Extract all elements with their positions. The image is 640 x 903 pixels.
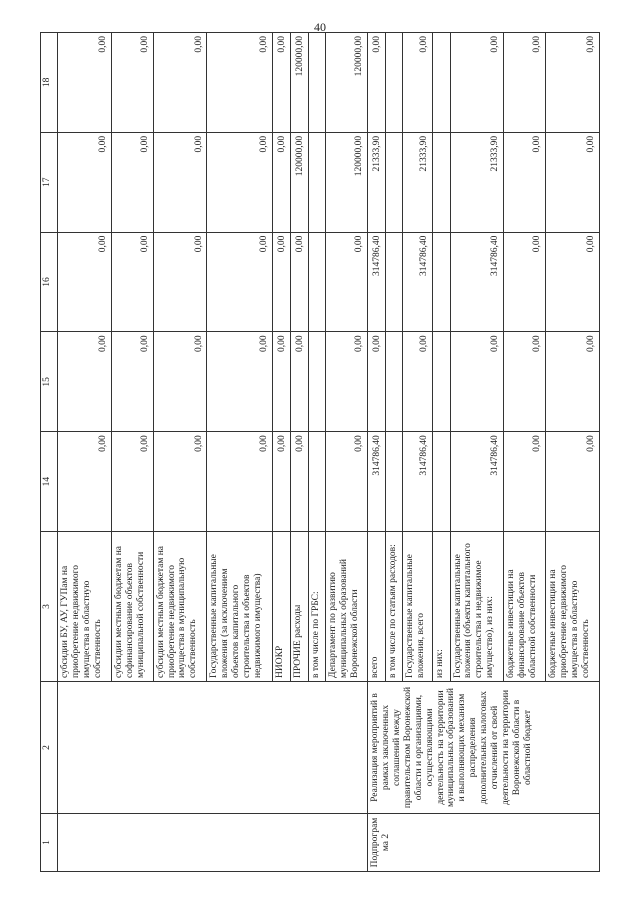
value-cell-18: 0,00 xyxy=(111,32,153,132)
value-cell-14: 0,00 xyxy=(207,431,273,531)
row-label: бюджетные инвестиции на финансирование объектов областной собственности xyxy=(504,531,546,681)
value-cell-15: 0,00 xyxy=(273,331,291,431)
value-cell-14: 0,00 xyxy=(326,431,368,531)
value-cell-17: 120000,00 xyxy=(290,132,308,232)
value-cell-17: 0,00 xyxy=(153,132,207,232)
header-cell-16: 16 xyxy=(41,232,58,332)
value-cell-17: 21333,90 xyxy=(450,132,504,232)
value-cell-16: 314786,40 xyxy=(403,232,433,332)
budget-table xyxy=(40,32,600,872)
header-cell-14: 14 xyxy=(41,431,58,531)
value-cell-14: 0,00 xyxy=(153,431,207,531)
value-cell-17: 0,00 xyxy=(504,132,546,232)
header-cell-15: 15 xyxy=(41,331,58,431)
value-cell-14: 0,00 xyxy=(546,431,600,531)
value-cell-16: 314786,40 xyxy=(450,232,504,332)
value-cell-15: 0,00 xyxy=(326,331,368,431)
value-cell-18: 0,00 xyxy=(368,32,386,132)
value-cell-18: 0,00 xyxy=(450,32,504,132)
header-cell-2: 2 xyxy=(41,681,58,813)
value-cell-15: 0,00 xyxy=(58,331,112,431)
row-label: бюджетные инвестиции на приобретение недвижимого имущества в областную собственность xyxy=(546,531,600,681)
row-label: всего xyxy=(368,531,386,681)
value-cell-18: 120000,00 xyxy=(290,32,308,132)
row-label: Государственные капитальные вложения, всего xyxy=(403,531,433,681)
value-cell-16: 0,00 xyxy=(273,232,291,332)
row-cell-col1 xyxy=(58,813,368,871)
row-label: в том числе по статьям расходов: xyxy=(385,531,403,681)
value-cell-17: 21333,90 xyxy=(368,132,386,232)
value-cell-17 xyxy=(308,132,326,232)
header-cell-3: 3 xyxy=(41,531,58,681)
value-cell-18 xyxy=(308,32,326,132)
row-label: Государственные капитальные вложения (за исключением объектов капитального строительства и объектов недвижимого имущества) xyxy=(207,531,273,681)
value-cell-16 xyxy=(385,232,403,332)
value-cell-18 xyxy=(432,32,450,132)
value-cell-14: 0,00 xyxy=(290,431,308,531)
header-cell-17: 17 xyxy=(41,132,58,232)
value-cell-16: 0,00 xyxy=(546,232,600,332)
value-cell-15: 0,00 xyxy=(153,331,207,431)
value-cell-16: 0,00 xyxy=(111,232,153,332)
value-cell-14: 0,00 xyxy=(111,431,153,531)
value-cell-16 xyxy=(432,232,450,332)
value-cell-16: 0,00 xyxy=(207,232,273,332)
value-cell-17: 0,00 xyxy=(273,132,291,232)
value-cell-15: 0,00 xyxy=(546,331,600,431)
value-cell-15: 0,00 xyxy=(207,331,273,431)
value-cell-14: 0,00 xyxy=(58,431,112,531)
value-cell-15 xyxy=(308,331,326,431)
header-row xyxy=(41,32,58,871)
value-cell-17: 0,00 xyxy=(207,132,273,232)
value-cell-15: 0,00 xyxy=(290,331,308,431)
header-cell-1: 1 xyxy=(41,813,58,871)
value-cell-16: 0,00 xyxy=(290,232,308,332)
value-cell-15: 0,00 xyxy=(111,331,153,431)
row-label: субсидии местным бюджетам на приобретение недвижимого имущества в муниципальную собственность xyxy=(153,531,207,681)
table-body-top xyxy=(58,32,368,871)
value-cell-15 xyxy=(385,331,403,431)
value-cell-15 xyxy=(432,331,450,431)
value-cell-15: 0,00 xyxy=(403,331,433,431)
value-cell-14: 314786,40 xyxy=(403,431,433,531)
page-number: 40 xyxy=(314,20,326,34)
row-label: ПРОЧИЕ расходы xyxy=(290,531,308,681)
value-cell-18: 0,00 xyxy=(273,32,291,132)
table-body-bottom xyxy=(368,32,600,871)
value-cell-17: 0,00 xyxy=(58,132,112,232)
value-cell-17 xyxy=(432,132,450,232)
value-cell-17: 120000,00 xyxy=(326,132,368,232)
row-cell-col1: Подпрограмма 2 xyxy=(368,813,600,871)
row-cell-col2: Реализация мероприятий в рамках заключенных соглашений между правительством Воронежской области и организациями, осуществляющими деятельность на территории муниципальных образований и выполняющих механизм распределения дополнительных налоговых отчислений от своей деятельности на территории Воронежской области в областной бюджет xyxy=(368,681,600,813)
value-cell-16 xyxy=(308,232,326,332)
value-cell-14: 0,00 xyxy=(273,431,291,531)
row-label: субсидии местным бюджетам на софинансирование объектов муниципальной собственности xyxy=(111,531,153,681)
row-label: НИОКР xyxy=(273,531,291,681)
value-cell-15: 0,00 xyxy=(368,331,386,431)
row-label: в том числе по ГРБС: xyxy=(308,531,326,681)
value-cell-18: 120000,00 xyxy=(326,32,368,132)
value-cell-16: 314786,40 xyxy=(368,232,386,332)
value-cell-18: 0,00 xyxy=(546,32,600,132)
value-cell-15: 0,00 xyxy=(504,331,546,431)
value-cell-18: 0,00 xyxy=(504,32,546,132)
value-cell-18: 0,00 xyxy=(403,32,433,132)
value-cell-14: 0,00 xyxy=(504,431,546,531)
row-label: Государственные капитальные вложения (объекты капитального строительства и недвижимое имущество), из них: xyxy=(450,531,504,681)
value-cell-18 xyxy=(385,32,403,132)
value-cell-14 xyxy=(308,431,326,531)
row-label: субсидии БУ, АУ, ГУПам на приобретение недвижимого имущества в областную собственность xyxy=(58,531,112,681)
value-cell-14 xyxy=(385,431,403,531)
table-row xyxy=(58,32,112,871)
value-cell-14: 314786,40 xyxy=(450,431,504,531)
value-cell-16: 0,00 xyxy=(58,232,112,332)
value-cell-17 xyxy=(385,132,403,232)
row-cell-col2 xyxy=(58,681,368,813)
value-cell-15: 0,00 xyxy=(450,331,504,431)
row-label: из них: xyxy=(432,531,450,681)
value-cell-18: 0,00 xyxy=(207,32,273,132)
value-cell-17: 21333,90 xyxy=(403,132,433,232)
value-cell-17: 0,00 xyxy=(546,132,600,232)
value-cell-17: 0,00 xyxy=(111,132,153,232)
table-row xyxy=(368,32,386,871)
value-cell-16: 0,00 xyxy=(504,232,546,332)
row-label: Департамент по развитию муниципальных образований Воронежской области xyxy=(326,531,368,681)
value-cell-16: 0,00 xyxy=(326,232,368,332)
value-cell-14: 314786,40 xyxy=(368,431,386,531)
rotated-table-wrapper xyxy=(40,32,600,872)
header-cell-18: 18 xyxy=(41,32,58,132)
value-cell-16: 0,00 xyxy=(153,232,207,332)
value-cell-14 xyxy=(432,431,450,531)
value-cell-18: 0,00 xyxy=(58,32,112,132)
value-cell-18: 0,00 xyxy=(153,32,207,132)
